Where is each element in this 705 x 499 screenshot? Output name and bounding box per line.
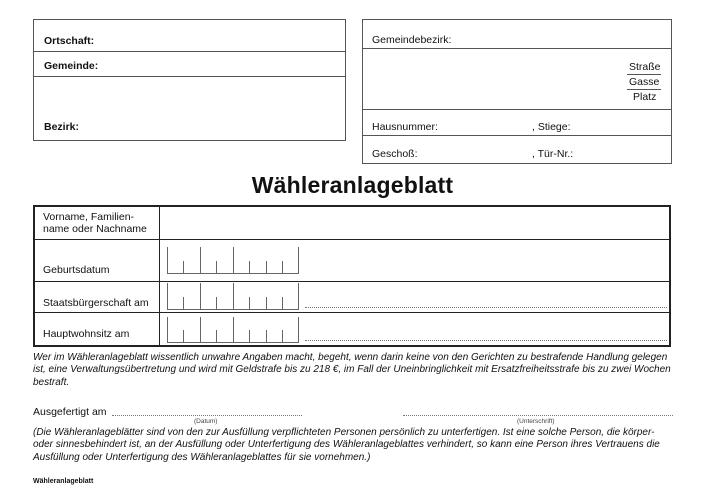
geschoss-label: Geschoß: <box>372 148 418 160</box>
platz-option[interactable]: Platz <box>633 91 657 103</box>
hauptwohnsitz-address-field[interactable] <box>305 340 667 341</box>
divider <box>363 48 671 49</box>
footer-label: Wähleranlageblatt <box>33 478 94 485</box>
voter-table <box>33 205 671 347</box>
staatsbuergerschaft-country-field[interactable] <box>305 307 667 308</box>
bezirk-label: Bezirk: <box>44 121 80 133</box>
divider <box>34 51 345 52</box>
divider <box>627 74 661 75</box>
name-label-line2: name oder Nachname <box>43 223 147 235</box>
staatsbuergerschaft-label: Staatsbürgerschaft am <box>43 297 149 309</box>
geburtsdatum-field[interactable] <box>167 247 299 274</box>
hauptwohnsitz-date-field[interactable] <box>167 317 299 343</box>
gemeinde-field[interactable] <box>110 54 340 74</box>
hausnummer-field[interactable] <box>445 116 530 134</box>
warning-text: Wer im Wähleranlageblatt wissentlich unwahre Angaben macht, begeht, wenn darin keine von den Gerichten zu bestrafende Handlung gelegen ist, eine Verwaltungsübertretung und wird mit Geldstrafe bis zu 218 €, im Fall der Uneinbringlichkeit mit Ersatzfreiheitsstrafe bis zu zwei Wochen bestraft. <box>33 352 671 388</box>
strasse-option[interactable]: Straße <box>629 61 661 73</box>
divider <box>363 109 671 110</box>
gasse-option[interactable]: Gasse <box>629 76 660 88</box>
street-field[interactable] <box>368 50 618 105</box>
hauptwohnsitz-label: Hauptwohnsitz am <box>43 328 130 340</box>
datum-field[interactable] <box>112 415 302 416</box>
geschoss-field[interactable] <box>420 142 530 160</box>
ortschaft-label: Ortschaft: <box>44 35 95 47</box>
unterschrift-field[interactable] <box>403 415 673 416</box>
gemeindebezirk-field[interactable] <box>455 28 665 46</box>
ortschaft-field[interactable] <box>110 28 340 48</box>
tuer-field[interactable] <box>578 142 668 160</box>
datum-caption: (Datum) <box>194 418 218 425</box>
gemeindebezirk-label: Gemeindebezirk: <box>372 34 452 46</box>
note-text: (Die Wähleranlageblätter sind von den zur Ausfüllung verpflichteten Personen persönlich zu unterfertigen. Ist eine solche Person, die körper- oder sinnesbehindert ist, an der Ausfüllung oder Unterfertigung des Wähleranlageblattes verhindert, so kann eine Person ihres Vertrauens die Ausfüllung oder Unterfertigung des Wähleranlageblattes für sie vornehmen.) <box>33 427 660 463</box>
unterschrift-caption: (Unterschrift) <box>517 418 555 425</box>
bezirk-field[interactable] <box>90 80 340 136</box>
staatsbuergerschaft-date-field[interactable] <box>167 283 299 310</box>
name-field[interactable] <box>161 208 667 238</box>
hausnummer-label: Hausnummer: <box>372 121 438 133</box>
stiege-label: , Stiege: <box>532 121 571 133</box>
divider <box>363 135 671 136</box>
table-row-divider <box>35 239 669 240</box>
tuer-label: , Tür-Nr.: <box>532 148 574 160</box>
gemeinde-label: Gemeinde: <box>44 60 99 72</box>
divider <box>627 89 661 90</box>
page-title: Wähleranlageblatt <box>251 172 454 198</box>
ausgefertigt-label: Ausgefertigt am <box>33 406 107 418</box>
divider <box>34 76 345 77</box>
stiege-field[interactable] <box>572 116 667 134</box>
table-row-divider <box>35 312 669 313</box>
name-label-line1: Vorname, Familien- <box>43 211 135 223</box>
geburtsdatum-label: Geburtsdatum <box>43 264 110 276</box>
column-divider <box>159 207 160 345</box>
table-row-divider <box>35 281 669 282</box>
